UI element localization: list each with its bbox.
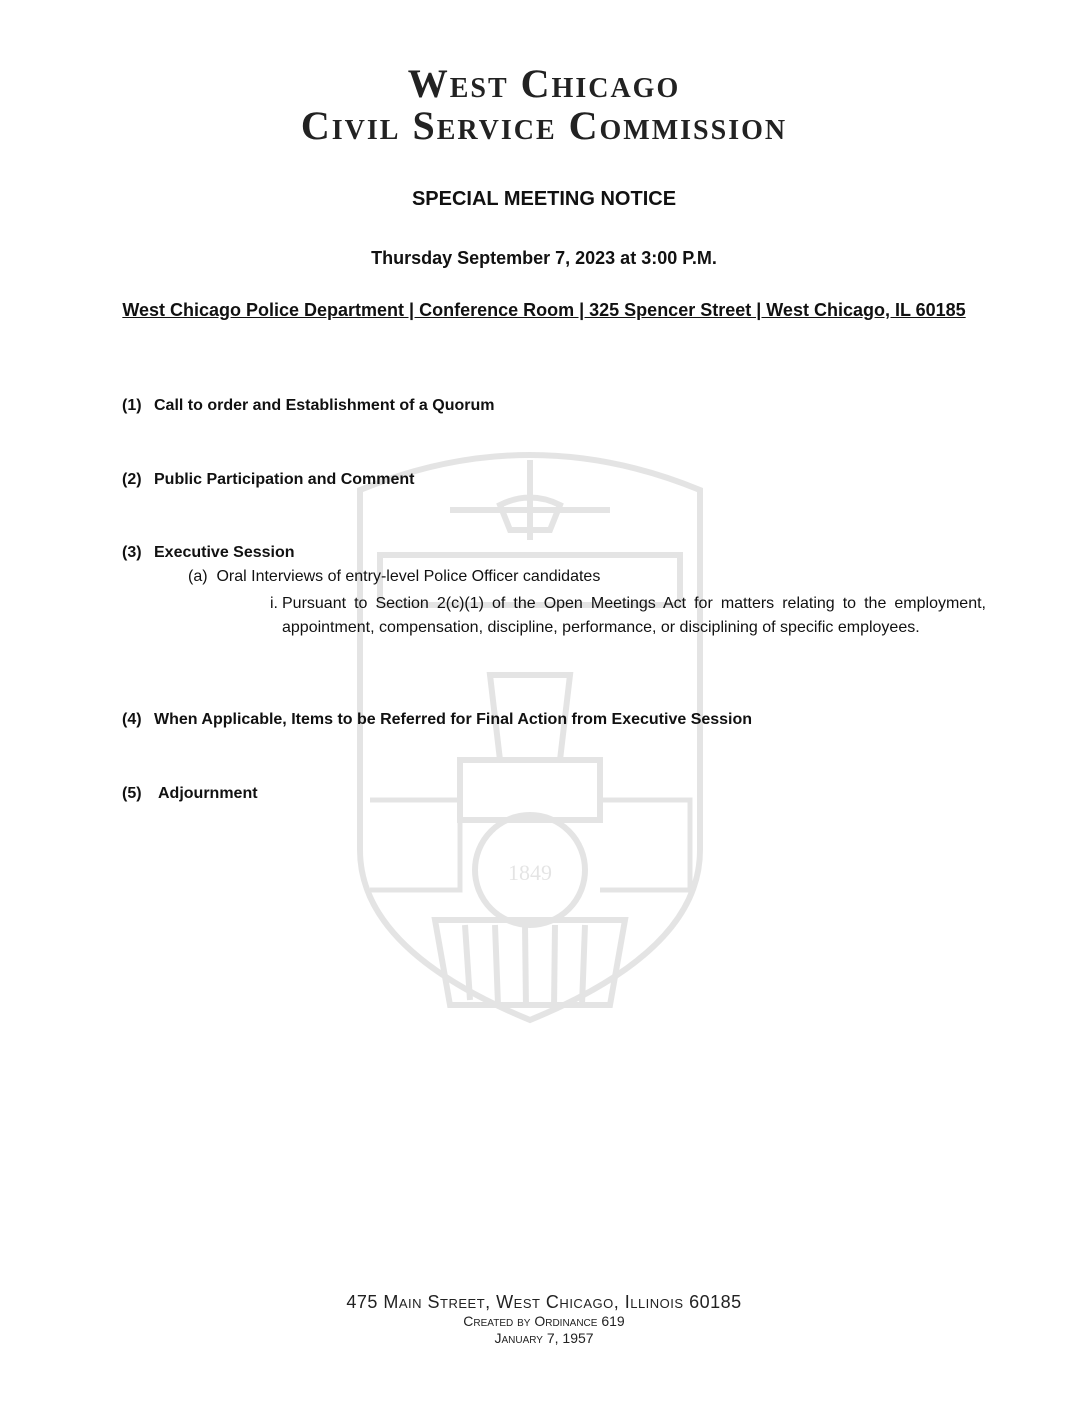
- agenda-item-5: [122, 785, 258, 803]
- agenda-item-text: When Applicable, Items to be Referred for Final Action from Executive Session: [154, 711, 753, 728]
- footer-date: January 7, 1957: [494, 1330, 594, 1346]
- agenda-item-number: (2): [122, 471, 142, 488]
- subitem-label: (a): [188, 568, 208, 585]
- subitem-paragraph: Pursuant to Section 2(c)(1) of the Open Meetings Act for matters relating to the employment, appointment, compensation, discipline, performance, or disciplining of specific employees.: [282, 595, 986, 636]
- agenda-item-text: Adjournment: [158, 785, 258, 802]
- meeting-datetime: Thursday September 7, 2023 at 3:00 P.M.: [371, 248, 717, 268]
- agenda-item-text: Call to order and Establishment of a Quorum: [154, 397, 495, 414]
- agenda-item-number: (1): [122, 397, 142, 414]
- agenda-item-number: (4): [122, 711, 142, 728]
- city-seal-watermark-icon: [340, 430, 720, 1030]
- page-title-line1: West Chicago: [407, 61, 681, 106]
- agenda-item-4: [122, 711, 752, 729]
- agenda-subitem-a: [188, 568, 600, 586]
- agenda-item-text: Executive Session: [154, 544, 295, 561]
- agenda-item-3: [122, 544, 295, 562]
- page-title-line2: Civil Service Commission: [300, 103, 788, 148]
- footer-ordinance: Created by Ordinance 619: [463, 1313, 625, 1329]
- agenda-subitem-i: [256, 592, 986, 640]
- agenda-item-number: (5): [122, 785, 142, 802]
- seal-year: 1849: [508, 860, 552, 885]
- agenda-item-text: Public Participation and Comment: [154, 471, 415, 488]
- meeting-location: West Chicago Police Department | Conference Room | 325 Spencer Street | West Chicago, IL 60185: [122, 300, 966, 320]
- agenda-item-1: [122, 397, 494, 415]
- agenda-item-number: (3): [122, 544, 142, 561]
- subitem-text: Oral Interviews of entry-level Police Officer candidates: [216, 568, 601, 585]
- agenda-item-2: [122, 471, 414, 489]
- notice-heading: SPECIAL MEETING NOTICE: [411, 188, 677, 210]
- subitem-roman-label: i.: [270, 595, 278, 612]
- footer-address: 475 Main Street, West Chicago, Illinois 60185: [346, 1292, 742, 1312]
